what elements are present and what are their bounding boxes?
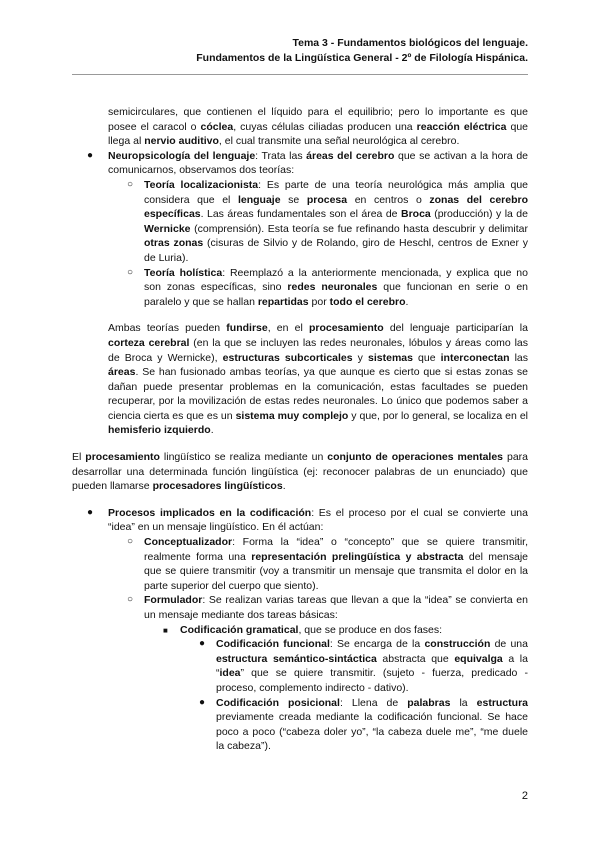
header-subtitle: Fundamentos de la Lingüística General - 2º de Filología Hispánica. <box>196 52 528 64</box>
list-item-conceptualizer: ○ Conceptualizador: Forma la “idea” o “concepto” que se quiere transmitir, realmente forma una representación prelingüística y abstracta del mensaje que se quiere transmitir (voy a transmitir un mensaje que transmita el dolor en la parte superior del cuerpo que siento). <box>127 536 528 592</box>
list-item-coding-processes: ● Procesos implicados en la codificación: Es el proceso por el cual se convierte una “idea” en un mensaje lingüístico. En él actúan: <box>87 506 528 534</box>
paragraph-ear-continuation: semicirculares, que contienen el líquido para el equilibrio; pero lo importante es que posee el caracol o cóclea, cuyas células ciliadas producen una reacción eléctrica que llega al nervio auditivo, el cual transmite una señal neurológica al cerebro. <box>108 106 528 148</box>
bullet-circle-icon: ○ <box>127 536 134 548</box>
page-header <box>196 36 528 66</box>
list-item-functional-coding: ● Codificación funcional: Se encarga de la construcción de una estructura semántico-sintáctica abstracta que equivalga a la “idea” que se quiere transmitir. (sujeto - fuerza, predicado - proceso, complemento indirecto - dativo). <box>199 638 528 694</box>
bullet-disc-icon: ● <box>87 506 94 518</box>
bullet-disc-icon: ● <box>87 149 94 161</box>
list-item-neuropsychology: ● Neuropsicología del lenguaje: Trata las áreas del cerebro que se activan a la hora de comunicarnos, observamos dos teorías: <box>87 149 528 177</box>
header-divider <box>72 74 528 75</box>
list-item-holistic-theory: ○ Teoría holística: Reemplazó a la anteriormente mencionada, y explica que no son zonas específicas, sino redes neuronales que funcionan en serie o en paralelo y que se hallan repartidas por todo el cerebro. <box>127 266 528 308</box>
page-number: 2 <box>521 790 528 802</box>
bullet-circle-icon: ○ <box>127 178 134 190</box>
bullet-circle-icon: ○ <box>127 594 134 606</box>
header-title: Tema 3 - Fundamentos biológicos del lenguaje. <box>292 37 528 49</box>
bullet-circle-icon: ○ <box>127 266 134 278</box>
list-item-grammatical-coding: ■ Codificación gramatical, que se produce en dos fases: <box>180 623 528 638</box>
bullet-disc-icon: ● <box>199 638 206 650</box>
paragraph-theories-fusion: Ambas teorías pueden fundirse, en el procesamiento del lenguaje participarían la corteza cerebral (en la que se incluyen las redes neuronales, lóbulos y áreas como las de Broca y Wernicke), estructuras subcorticales y sistemas que interconectan las áreas. Se han fusionado ambas teorías, ya que aunque es cierto que si estas zonas se dañan puede presentar problemas en la comunicación, estas facultades se pueden recuperar, por la movilización de estas redes neuronales. Lo único que podemos saber a ciencia cierta es que es un sistema muy complejo y que, por lo general, se localiza en el hemisferio izquierdo. <box>108 322 529 437</box>
bullet-square-icon: ■ <box>163 625 168 635</box>
document-body <box>72 105 528 754</box>
bullet-disc-icon: ● <box>199 696 206 708</box>
list-item-localizationist-theory: ○ Teoría localizacionista: Es parte de una teoría neurológica más amplia que considera que el lenguaje se procesa en centros o zonas del cerebro específicas. Las áreas fundamentales son el área de Broca (producción) y la de Wernicke (comprensión). Esta teoría se fue refinando hasta descubrir y delimitar otras zonas (cisuras de Silvio y de Rolando, giro de Heschl, centros de Exner y de Luria). <box>127 178 528 264</box>
paragraph-processing: El procesamiento lingüístico se realiza mediante un conjunto de operaciones mentales para desarrollar una determinada función lingüística (ej: reconocer palabras de un enunciado) que pueden llamarse procesadores lingüísticos. <box>72 451 528 493</box>
list-item-positional-coding: ● Codificación posicional: Llena de palabras la estructura previamente creada mediante la codificación funcional. Se hace poco a poco (“cabeza doler yo”, “la cabeza duele me”, “me duele la cabeza”). <box>199 696 528 753</box>
list-item-formulator: ○ Formulador: Se realizan varias tareas que llevan a que la “idea” se convierta en un mensaje mediante dos tareas básicas: <box>127 594 528 621</box>
